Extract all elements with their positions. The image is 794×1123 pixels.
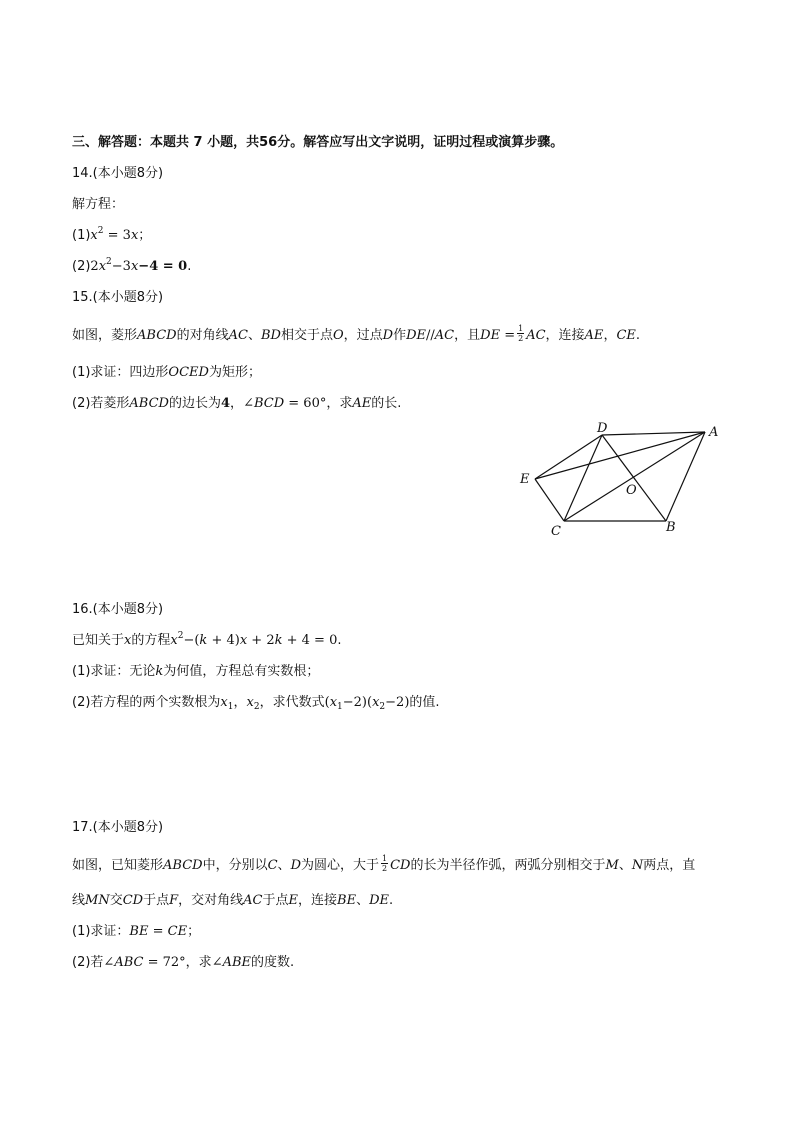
q17-title: 17.(本小题8分) — [72, 820, 164, 835]
rhombus-figure — [505, 418, 735, 546]
q15-part2: (2)若菱形ABCD的边长为4，∠BCD = 60°，求AE的长. — [72, 396, 402, 411]
q17-part2: (2)若∠ABC = 72°，求∠ABE的度数. — [72, 955, 295, 970]
q14-title: 14.(本小题8分) — [72, 166, 164, 181]
diagonal-BD — [602, 435, 666, 521]
label-C: C — [551, 524, 561, 539]
segment-DA — [602, 432, 705, 435]
segment-CE — [535, 479, 564, 521]
q16-part2: (2)若方程的两个实数根为$x_1$，$x_2$，求代数式$(x_1-2)(x_2-2)$的值. — [72, 695, 440, 712]
q16-statement: 已知关于x的方程$x^2-(k + 4)x + 2k + 4 = 0$. — [72, 631, 342, 648]
segment-AE — [535, 432, 705, 479]
label-E: E — [520, 472, 530, 487]
q15-part1: (1)求证：四边形OCED为矩形； — [72, 365, 261, 380]
section-header: 三、解答题：本题共 7 小题，共56分。解答应写出文字说明，证明过程或演算步骤。 — [72, 135, 564, 150]
q14-prompt: 解方程： — [72, 197, 125, 212]
q17-statement-line1: 如图，已知菱形ABCD中，分别以C、D为圆心，大于 $\frac{1}{2}$ CD的长为半径作弧，两弧分别相交于M、N两点，直 — [72, 854, 696, 873]
label-B: B — [666, 520, 676, 535]
q15-title: 15.(本小题8分) — [72, 290, 164, 305]
segment-AB — [666, 432, 705, 521]
label-O: O — [626, 483, 637, 498]
q16-part1: (1)求证：无论k为何值，方程总有实数根； — [72, 664, 320, 679]
q14-part2-end: . — [187, 259, 192, 274]
q14-part1: $(1)x^2 = 3x$； — [72, 226, 152, 243]
q14-part2: $(2)2x^2-3x-4 = 0$. — [72, 257, 192, 274]
q16-title: 16.(本小题8分) — [72, 602, 164, 617]
q17-statement-line2: 线MN交CD于点F，交对角线AC于点E，连接BE、DE. — [72, 893, 394, 908]
label-D: D — [597, 421, 608, 436]
q15-statement: 如图，菱形ABCD的对角线AC、BD相交于点O，过点D作DE//AC，且DE = $\frac{1}{2}$ AC，连接AE，CE. — [72, 324, 641, 343]
q14-part2-label: (2) — [72, 259, 91, 274]
q17-part1: (1)求证：BE = CE； — [72, 924, 201, 939]
q14-part1-label: (1) — [72, 228, 91, 243]
label-A: A — [709, 425, 719, 440]
q14-part1-end: ； — [138, 228, 152, 243]
